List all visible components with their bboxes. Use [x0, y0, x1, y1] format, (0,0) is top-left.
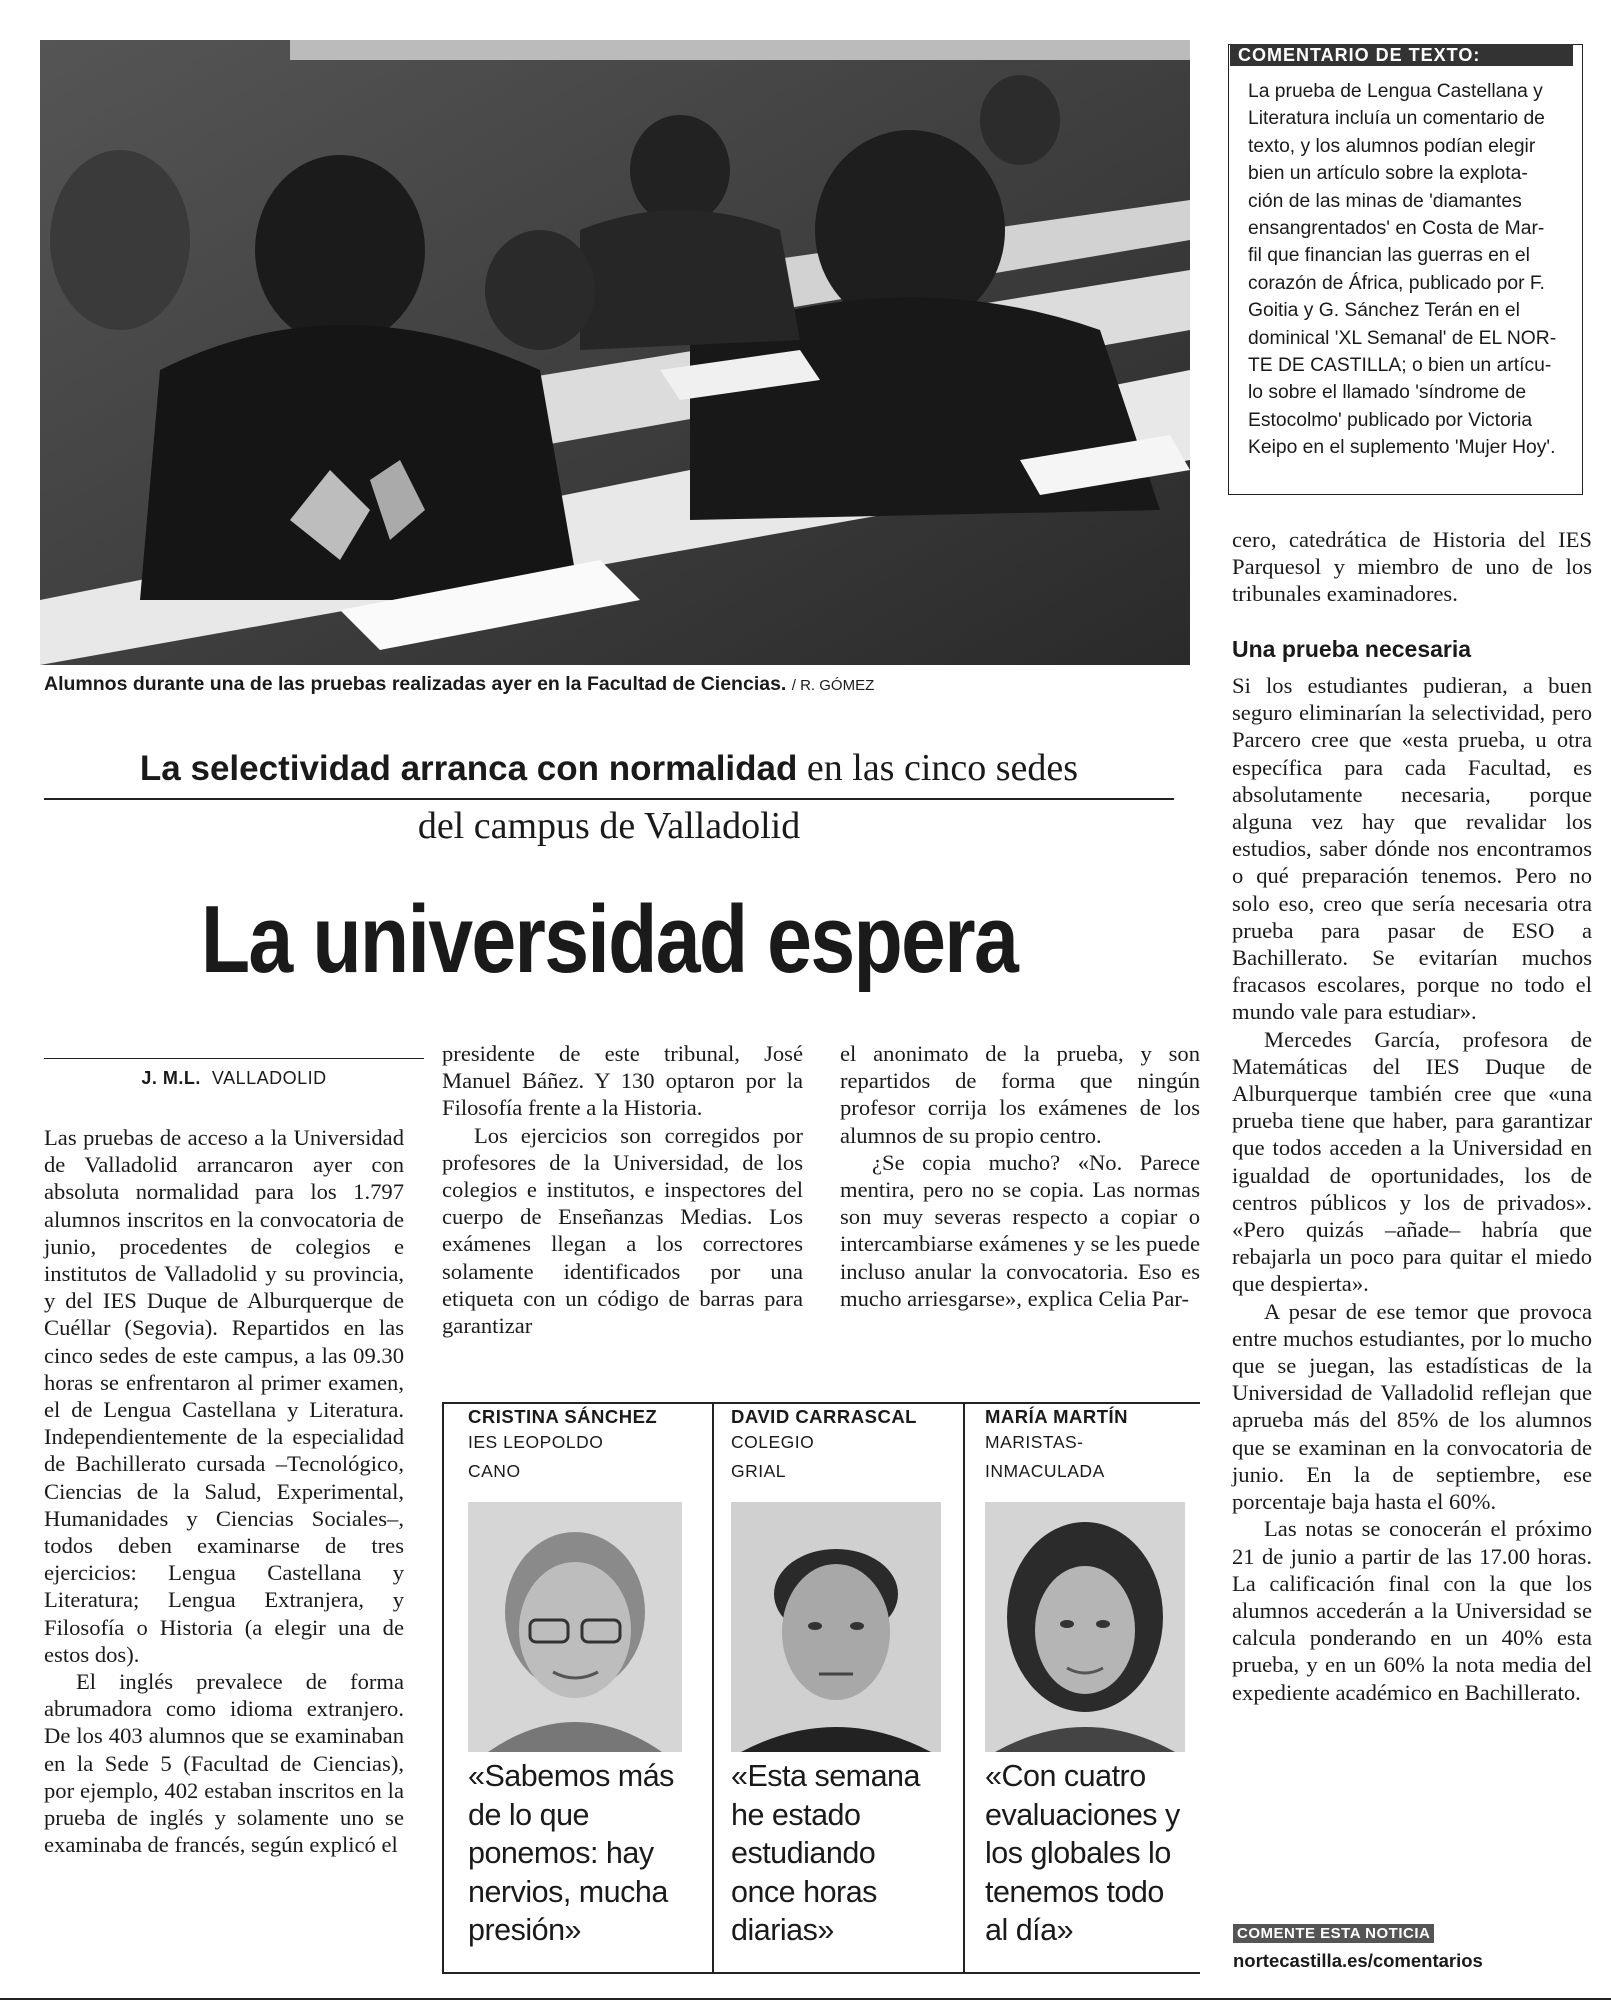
deck-bold: La selectividad arranca con normalidad	[139, 749, 798, 788]
page-bottom-rule	[0, 1998, 1611, 2000]
byline-author: J. M.L.	[141, 1068, 201, 1088]
deck-line-2: del campus de Valladolid	[417, 805, 801, 847]
interview-school: CANO	[468, 1461, 521, 1481]
interview-school: COLEGIO	[731, 1432, 815, 1452]
paragraph: Las notas se conocerán el próximo 21 de junio a partir de las 17.00 horas. La calificación final con la que los alumnos accederán a la Universidad se calcula ponderando en un 40% esta prueba, y en un 60% la nota media del expediente académico en Bachillerato.	[1232, 1516, 1592, 1705]
paragraph: A pesar de ese temor que provoca entre muchos estudiantes, por lo mucho que se juegan, las estadísticas de la Universidad de Valladolid reflejan que aprueba más del 85% de los alumnos que se examinan en la convocatoria de junio. En la de septiembre, ese porcentaje baja hasta el 60%.	[1232, 1298, 1592, 1515]
interviews-left-rule	[442, 1402, 444, 1972]
body-column-4-top	[1232, 526, 1592, 608]
comment-box-label: COMENTARIO DE TEXTO:	[1230, 44, 1573, 66]
paragraph: Las pruebas de acceso a la Universidad de Valladolid arrancaron ayer con absoluta normalidad para los 1.797 alumnos inscritos en la convocatoria de junio, procedentes de colegios e institutos de Valladolid y su provincia, y del IES Duque de Alburquerque de Cuéllar (Segovia). Repartidos en las cinco sedes de este campus, a las 09.30 horas se enfrentaron al primer examen, el de Lengua Castellana y Literatura. Independientemente de la especialidad de Bachillerato cursada –Tecnológico, Ciencias de la Salud, Experimental, Humanidades y Ciencias Sociales–, todos deben examinarse de tres ejercicios: Lengua Castellana y Literatura; Lengua Extranjera, y Filosofía o Historia (a elegir una de estos dos).	[44, 1125, 404, 1667]
interview-name: CRISTINA SÁNCHEZ	[468, 1406, 658, 1427]
paragraph: el anonimato de la prueba, y son repartidos de forma que ningún profesor corrija los exámenes de los alumnos de su propio centro.	[840, 1041, 1200, 1148]
paragraph: ¿Se copia mucho? «No. Parece mentira, pero no se copia. Las normas son muy severas respecto a copiar o intercambiarse exámenes y se les puede incluso anular la convocatoria. Eso es mucho arriesgarse», explica Celia Par-	[840, 1149, 1200, 1311]
comment-box-text: La prueba de Lengua Castellana y Literatura incluía un comentario de texto, y los alumnos podían elegir bien un artículo sobre la explota- ción de las minas de 'diamantes ensangrentados' en Costa de Mar- fil que financian las guerras en el corazón de África, publicado por F. Goitia y G. Sánchez Terán en el dominical 'XL Semanal' de EL NOR- TE DE CASTILLA; o bien un artícu- lo sobre el llamado 'síndrome de Estocolmo' publicado por Victoria Keipo en el suplemento 'Mujer Hoy'.	[1248, 81, 1557, 459]
portrait-maria-martin	[985, 1502, 1185, 1752]
interview-2	[731, 1406, 961, 1486]
paragraph: Mercedes García, profesora de Matemáticas del IES Duque de Alburquerque también cree que «una prueba tiene que haber, para garantizar que todos acceden a la Universidad en igualdad de oportunidades, los de centros públicos y los de privados». «Pero quizás –añade– habría que rebajarla un poco para quitar el miedo que despierta».	[1232, 1026, 1592, 1297]
interview-school: IES LEOPOLDO	[468, 1432, 604, 1452]
interviews-divider-2	[963, 1402, 965, 1972]
news-photo	[40, 40, 1190, 665]
subheading: Una prueba necesaria	[1232, 636, 1472, 662]
portrait-david-carrascal	[731, 1502, 941, 1752]
interview-school: GRIAL	[731, 1461, 787, 1481]
headline: La universidad espera	[200, 886, 1018, 993]
deck-line-1	[44, 745, 1174, 792]
interview-quote: «Sabemos más de lo que ponemos: hay nervios, mucha presión»	[468, 1759, 674, 1947]
interviews-bottom-rule	[442, 1972, 1200, 1974]
comente-label: COMENTE ESTA NOTICIA	[1233, 1924, 1434, 1943]
photo-credit: / R. GÓMEZ	[791, 677, 875, 694]
byline-rule	[44, 1058, 424, 1059]
interview-1	[468, 1406, 708, 1486]
paragraph: cero, catedrática de Historia del IES Parquesol y miembro de uno de los tribunales examinadores.	[1232, 527, 1592, 607]
deck-rest: en las cinco sedes	[806, 747, 1079, 789]
interview-name: DAVID CARRASCAL	[731, 1406, 917, 1427]
comments-link[interactable]: nortecastilla.es/comentarios	[1233, 1950, 1483, 1971]
body-column-3	[840, 1040, 1200, 1312]
interview-quote: «Con cuatro evaluaciones y los globales lo tenemos todo al día»	[985, 1759, 1180, 1947]
body-column-4	[1232, 672, 1592, 1706]
photo-caption: Alumnos durante una de las pruebas realizadas ayer en la Facultad de Ciencias. / R. GÓMEZ	[44, 673, 875, 695]
interview-quote: «Esta semana he estado estudiando once horas diarias»	[731, 1759, 920, 1947]
paragraph: El inglés prevalece de forma abrumadora como idioma extranjero. De los 403 alumnos que se examinaban en la Sede 5 (Facultad de Ciencias), por ejemplo, 402 estaban inscritos en la prueba de inglés y solamente uno se examinaba de francés, según explicó el	[44, 1669, 404, 1858]
paragraph: Si los estudiantes pudieran, a buen seguro eliminarían la selectividad, pero Parcero cree que «esta prueba, u otra específica para cada Facultad, es absolutamente necesaria, porque alguna vez hay que revalidar los estudios, saber dónde nos encontramos o qué preparación tenemos. Pero no solo eso, creo que sería necesaria otra prueba para pasar de ESO a Bachillerato. Se evitarían muchos fracasos escolares, porque no todo el mundo vale para estudiar».	[1232, 673, 1592, 1025]
deck-rule	[44, 798, 1174, 800]
byline-place: VALLADOLID	[211, 1068, 327, 1088]
portrait-cristina-sanchez	[468, 1502, 682, 1752]
paragraph: presidente de este tribunal, José Manuel Báñez. Y 130 optaron por la Filosofía frente a la Historia.	[442, 1041, 803, 1121]
byline	[44, 1068, 424, 1089]
interview-name: MARÍA MARTÍN	[985, 1406, 1129, 1427]
interviews-divider-1	[712, 1402, 714, 1972]
paragraph: Los ejercicios son corregidos por profesores de la Universidad, de los colegios e institutos, e inspectores del cuerpo de Enseñanzas Medias. Los exámenes llegan a los correctores solamente identificados por una etiqueta con un código de barras para garantizar	[442, 1122, 803, 1339]
interview-school: INMACULADA	[985, 1461, 1105, 1481]
interviews-top-rule	[442, 1402, 1200, 1404]
body-column-1	[44, 1124, 404, 1858]
interview-3	[985, 1406, 1200, 1486]
interview-school: MARISTAS-	[985, 1432, 1084, 1452]
body-column-2	[442, 1040, 803, 1339]
